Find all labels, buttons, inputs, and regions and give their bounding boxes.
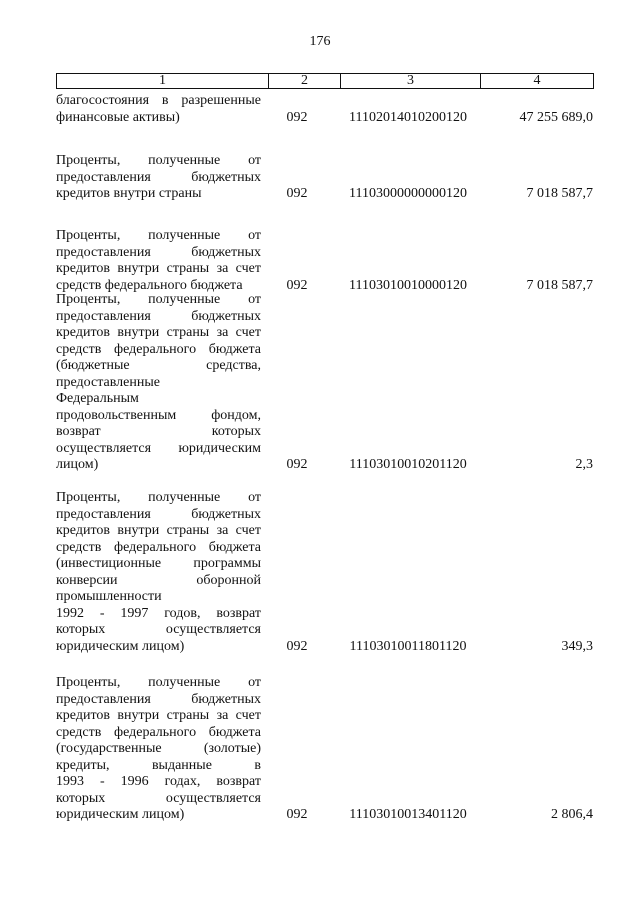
description-line: которых осуществляется (56, 790, 261, 806)
description-line: возврат которых (56, 424, 261, 439)
row-code: 092 (286, 457, 308, 472)
header-col-1: 1 (57, 74, 269, 88)
description-line: средств федерального бюджета (56, 724, 261, 740)
description-line: (инвестиционные программы (56, 556, 261, 571)
description-line: средств федерального бюджета (56, 277, 243, 293)
description-line: которых осуществляется (56, 622, 261, 637)
row-description (56, 490, 261, 655)
description-line: кредитов внутри страны за счет (56, 523, 261, 538)
description-line: Проценты, полученные от (56, 228, 261, 243)
description-line: финансовые активы) (56, 109, 180, 125)
row-kbk-code: 11103010011801120 (349, 638, 467, 654)
description-line: кредиты, выданные в (56, 757, 261, 773)
description-line: 1993 - 1996 годах, возврат (56, 774, 261, 789)
description-line: 1992 - 1997 годов, возврат (56, 605, 261, 621)
row-code: 092 (286, 638, 308, 654)
header-col-4: 4 (533, 73, 541, 88)
row-kbk-code: 11103010010000120 (349, 277, 467, 293)
description-line: предоставленные (56, 374, 160, 390)
row-kbk-code: 11103000000000120 (349, 186, 467, 201)
row-amount: 2,3 (575, 457, 593, 472)
row-kbk-code: 11103010013401120 (349, 807, 467, 822)
description-line: Проценты, полученные от (56, 490, 261, 505)
row-description (56, 93, 261, 126)
description-line: юридическим лицом) (56, 807, 185, 822)
page-number: 176 (309, 34, 331, 49)
row-code: 092 (286, 109, 308, 125)
description-line: предоставления бюджетных (56, 691, 261, 707)
row-code: 092 (286, 807, 308, 822)
description-line: предоставления бюджетных (56, 169, 261, 185)
description-line: кредитов внутри страны (56, 186, 202, 201)
description-line: Проценты, полученные от (56, 292, 261, 307)
header-col-3: 3 (341, 74, 481, 88)
description-line: благосостояния в разрешенные (56, 93, 261, 108)
description-line: предоставления бюджетных (56, 506, 261, 522)
description-line: конверсии оборонной (56, 572, 261, 588)
description-line: юридическим лицом) (56, 638, 185, 654)
description-line: осуществляется юридическим (56, 440, 261, 456)
row-code: 092 (286, 186, 308, 201)
description-line: кредитов внутри страны за счет (56, 325, 261, 340)
row-amount: 349,3 (561, 638, 593, 654)
row-amount: 47 255 689,0 (519, 109, 593, 125)
description-line: продовольственным фондом, (56, 407, 261, 423)
table-header (56, 73, 594, 89)
row-amount: 7 018 587,7 (526, 277, 593, 293)
description-line: (бюджетные средства, (56, 358, 261, 373)
description-line: предоставления бюджетных (56, 308, 261, 324)
description-line: лицом) (56, 457, 99, 472)
header-col-2: 2 (269, 74, 341, 88)
row-description (56, 228, 261, 294)
description-line: кредитов внутри страны за счет (56, 708, 261, 723)
description-line: Проценты, полученные от (56, 153, 261, 168)
description-line: Проценты, полученные от (56, 675, 261, 690)
row-description (56, 675, 261, 824)
row-code: 092 (286, 277, 308, 293)
row-amount: 7 018 587,7 (526, 186, 593, 201)
description-line: предоставления бюджетных (56, 244, 261, 260)
row-description (56, 292, 261, 474)
description-line: средств федерального бюджета (56, 341, 261, 357)
description-line: (государственные (золотые) (56, 741, 261, 756)
description-line: промышленности (56, 589, 162, 604)
row-kbk-code: 11102014010200120 (349, 109, 467, 125)
description-line: кредитов внутри страны за счет (56, 261, 261, 276)
row-amount: 2 806,4 (551, 807, 593, 822)
description-line: средств федерального бюджета (56, 539, 261, 555)
row-kbk-code: 11103010010201120 (349, 457, 467, 472)
row-description (56, 153, 261, 203)
description-line: Федеральным (56, 391, 139, 406)
